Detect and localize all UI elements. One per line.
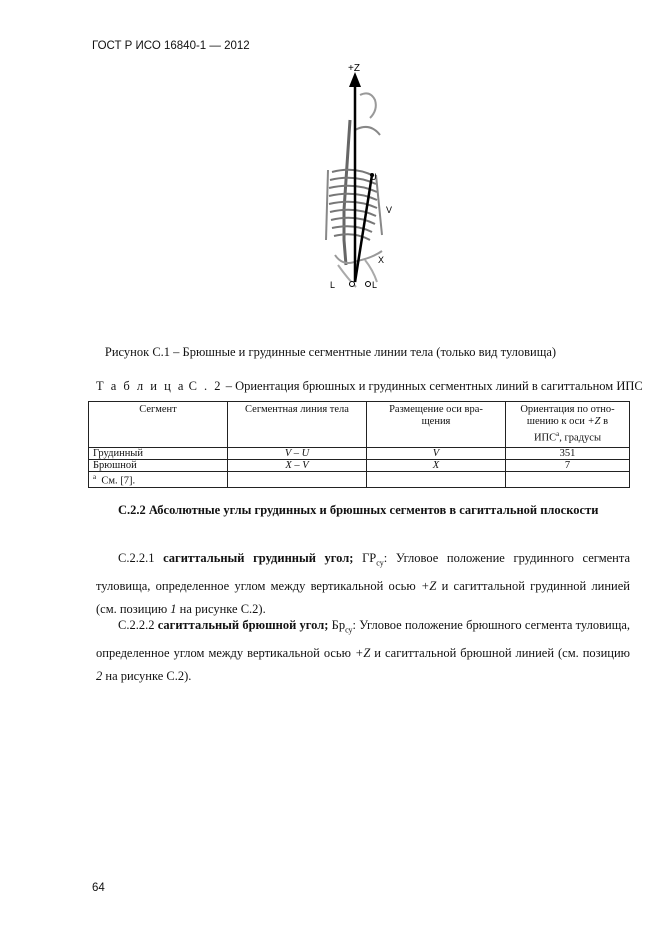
cell-orientation: 351 bbox=[506, 448, 630, 460]
cell-line: V – U bbox=[228, 448, 367, 460]
cell-line: X – V bbox=[228, 460, 367, 472]
label-ll: L bbox=[330, 280, 336, 290]
orientation-table bbox=[88, 401, 630, 488]
table-row bbox=[89, 448, 630, 460]
table-footnote: $^a$ См. [7]. bbox=[89, 472, 228, 488]
header-line: Сегментная линия тела bbox=[228, 402, 367, 448]
term-abdominal: сагиттальный брюшной угол; bbox=[157, 618, 329, 632]
table-row bbox=[89, 460, 630, 472]
point-ll bbox=[350, 282, 355, 287]
header-orientation: Ориентация по отно- шению к оси +Z в ИПС$^a$, градусы bbox=[506, 402, 630, 448]
cell-axis: X bbox=[367, 460, 506, 472]
cell-segment: Брюшной bbox=[89, 460, 228, 472]
skeleton-illustration bbox=[310, 60, 430, 310]
header-axis: Размещение оси вра- щения bbox=[367, 402, 506, 448]
label-v: V bbox=[386, 205, 393, 215]
term-sternal: сагиттальный грудинный угол; bbox=[163, 551, 354, 565]
paragraph-sternal-angle: С.2.2.1 сагиттальный грудинный угол; $ГР_{су}$: Угловое положение грудинного сегмента туловища, определенное углом между вертикальной осью +Z и сагиттальной грудинной линией (см. позицию 1 на рисунке С.2). bbox=[96, 551, 631, 616]
cell-segment: Грудинный bbox=[89, 448, 228, 460]
header-segment: Сегмент bbox=[89, 402, 228, 448]
section-heading: С.2.2 Абсолютные углы грудинных и брюшных сегментов в сагиттальной плоскости bbox=[118, 503, 599, 517]
document-header: ГОСТ Р ИСО 16840-1 — 2012 bbox=[92, 40, 250, 52]
point-lr bbox=[366, 282, 371, 287]
paragraph-abdominal-angle: С.2.2.2 сагиттальный брюшной угол; $Бр_{су}$: Угловое положение брюшного сегмента туловища, определенное углом между вертикальной осью +Z и сагиттальной брюшной линией (см. позицию 2 на рисунке С.2). bbox=[96, 618, 631, 683]
cell-orientation: 7 bbox=[506, 460, 630, 472]
label-u: U bbox=[370, 172, 377, 182]
table-header-row bbox=[89, 402, 630, 448]
label-z: +Z bbox=[348, 63, 360, 74]
figure-caption: Рисунок С.1 – Брюшные и грудинные сегментные линии тела (только вид туловища) bbox=[104, 345, 557, 359]
label-x: X bbox=[378, 255, 385, 265]
table-footnote-row bbox=[89, 472, 630, 488]
label-lr: L bbox=[372, 280, 378, 290]
cell-axis: V bbox=[367, 448, 506, 460]
page-number: 64 bbox=[92, 882, 105, 894]
table-title-text: – Ориентация брюшных и грудинных сегментных линий в сагиттальном ИПС bbox=[225, 379, 643, 393]
table-label: Т а б л и ц а bbox=[96, 379, 186, 393]
table-number: С . 2 bbox=[188, 379, 223, 393]
torso-figure bbox=[310, 60, 430, 310]
table-title bbox=[96, 379, 643, 394]
